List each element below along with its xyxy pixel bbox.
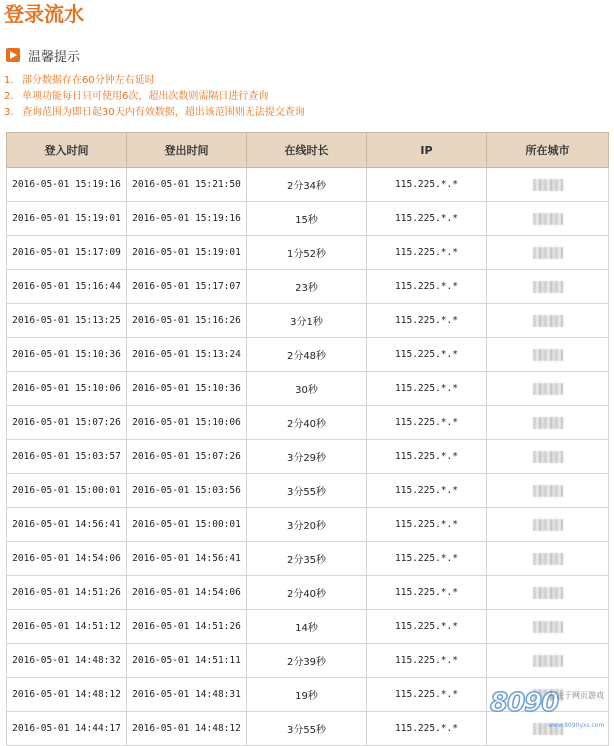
duration-cell: 3分20秒 (247, 508, 367, 542)
table-row (7, 542, 609, 576)
logout-time-cell: 2016-05-01 15:19:16 (127, 202, 247, 236)
blurred-city-placeholder (533, 519, 563, 531)
duration-cell: 3分55秒 (247, 712, 367, 746)
logout-time-cell: 2016-05-01 15:16:26 (127, 304, 247, 338)
login-time-cell: 2016-05-01 15:07:26 (7, 406, 127, 440)
ip-cell: 115.225.*.* (367, 168, 487, 202)
table-row (7, 168, 609, 202)
duration-cell: 1分52秒 (247, 236, 367, 270)
page-title: 登录流水 (4, 2, 84, 26)
blurred-city-placeholder (533, 349, 563, 361)
blurred-city-placeholder (533, 553, 563, 565)
duration-cell: 23秒 (247, 270, 367, 304)
site-watermark (488, 676, 614, 746)
tip-item (4, 89, 305, 105)
table-row (7, 236, 609, 270)
ip-cell: 115.225.*.* (367, 202, 487, 236)
blurred-city-placeholder (533, 281, 563, 293)
ip-cell: 115.225.*.* (367, 474, 487, 508)
ip-cell: 115.225.*.* (367, 610, 487, 644)
blurred-city-placeholder (533, 315, 563, 327)
duration-cell: 15秒 (247, 202, 367, 236)
logout-time-cell: 2016-05-01 15:00:01 (127, 508, 247, 542)
login-time-cell: 2016-05-01 14:48:32 (7, 644, 127, 678)
table-row (7, 270, 609, 304)
tip-number: 1. (4, 75, 14, 86)
ip-cell: 115.225.*.* (367, 236, 487, 270)
logout-time-cell: 2016-05-01 15:17:07 (127, 270, 247, 304)
city-cell (487, 576, 609, 610)
play-arrow-icon (6, 48, 20, 62)
login-time-cell: 2016-05-01 15:16:44 (7, 270, 127, 304)
tip-item (4, 105, 305, 121)
table-row (7, 304, 609, 338)
blurred-city-placeholder (533, 485, 563, 497)
blurred-city-placeholder (533, 383, 563, 395)
tip-number: 2. (4, 91, 14, 102)
tip-number: 3. (4, 107, 14, 118)
logout-time-cell: 2016-05-01 15:10:36 (127, 372, 247, 406)
tip-text: 部分数据存在60分钟左右延时 (22, 75, 155, 86)
login-time-cell: 2016-05-01 14:51:26 (7, 576, 127, 610)
table-row (7, 406, 609, 440)
blurred-city-placeholder (533, 587, 563, 599)
duration-cell: 14秒 (247, 610, 367, 644)
duration-cell: 2分34秒 (247, 168, 367, 202)
login-time-cell: 2016-05-01 14:56:41 (7, 508, 127, 542)
ip-cell: 115.225.*.* (367, 270, 487, 304)
login-log-table (6, 132, 609, 746)
city-cell (487, 610, 609, 644)
table-row (7, 610, 609, 644)
login-time-cell: 2016-05-01 14:51:12 (7, 610, 127, 644)
column-header-duration: 在线时长 (247, 133, 367, 168)
ip-cell: 115.225.*.* (367, 440, 487, 474)
city-cell (487, 270, 609, 304)
ip-cell: 115.225.*.* (367, 678, 487, 712)
city-cell (487, 508, 609, 542)
column-header-logout-time: 登出时间 (127, 133, 247, 168)
table-row (7, 644, 609, 678)
duration-cell: 3分1秒 (247, 304, 367, 338)
table-row (7, 372, 609, 406)
tip-text: 单项功能每日只可使用6次，超出次数则需隔日进行查询 (22, 91, 269, 102)
duration-cell: 2分40秒 (247, 576, 367, 610)
logout-time-cell: 2016-05-01 14:51:11 (127, 644, 247, 678)
blurred-city-placeholder (533, 247, 563, 259)
ip-cell: 115.225.*.* (367, 542, 487, 576)
login-time-cell: 2016-05-01 15:19:01 (7, 202, 127, 236)
logout-time-cell: 2016-05-01 15:03:56 (127, 474, 247, 508)
duration-cell: 3分55秒 (247, 474, 367, 508)
logout-time-cell: 2016-05-01 14:51:26 (127, 610, 247, 644)
city-cell (487, 236, 609, 270)
city-cell (487, 202, 609, 236)
ip-cell: 115.225.*.* (367, 576, 487, 610)
blurred-city-placeholder (533, 621, 563, 633)
tip-text: 查询范围为即日起30天内有效数据，超出该范围则无法提交查询 (22, 107, 305, 118)
ip-cell: 115.225.*.* (367, 304, 487, 338)
ip-cell: 115.225.*.* (367, 508, 487, 542)
tips-header (6, 46, 80, 64)
duration-cell: 2分40秒 (247, 406, 367, 440)
city-cell (487, 644, 609, 678)
table-row (7, 202, 609, 236)
ip-cell: 115.225.*.* (367, 644, 487, 678)
column-header-login-time: 登入时间 (7, 133, 127, 168)
logout-time-cell: 2016-05-01 14:48:12 (127, 712, 247, 746)
city-cell (487, 474, 609, 508)
table-header-row (7, 133, 609, 168)
table-body (7, 168, 609, 746)
ip-cell: 115.225.*.* (367, 712, 487, 746)
column-header-ip: IP (367, 133, 487, 168)
logout-time-cell: 2016-05-01 15:13:24 (127, 338, 247, 372)
login-time-cell: 2016-05-01 14:44:17 (7, 712, 127, 746)
duration-cell: 3分29秒 (247, 440, 367, 474)
login-time-cell: 2016-05-01 14:54:06 (7, 542, 127, 576)
table-row (7, 440, 609, 474)
login-time-cell: 2016-05-01 14:48:12 (7, 678, 127, 712)
tips-title: 温馨提示 (28, 49, 81, 65)
logout-time-cell: 2016-05-01 14:56:41 (127, 542, 247, 576)
logout-time-cell: 2016-05-01 14:54:06 (127, 576, 247, 610)
duration-cell: 2分35秒 (247, 542, 367, 576)
ip-cell: 115.225.*.* (367, 372, 487, 406)
column-header-city: 所在城市 (487, 133, 609, 168)
table-row (7, 576, 609, 610)
duration-cell: 2分39秒 (247, 644, 367, 678)
login-time-cell: 2016-05-01 15:03:57 (7, 440, 127, 474)
table-row (7, 474, 609, 508)
logout-time-cell: 2016-05-01 14:48:31 (127, 678, 247, 712)
city-cell (487, 338, 609, 372)
duration-cell: 2分48秒 (247, 338, 367, 372)
ip-cell: 115.225.*.* (367, 338, 487, 372)
tip-item (4, 73, 305, 89)
city-cell (487, 542, 609, 576)
blurred-city-placeholder (533, 451, 563, 463)
logout-time-cell: 2016-05-01 15:10:06 (127, 406, 247, 440)
blurred-city-placeholder (533, 213, 563, 225)
table-row (7, 338, 609, 372)
login-time-cell: 2016-05-01 15:10:06 (7, 372, 127, 406)
city-cell (487, 168, 609, 202)
ip-cell: 115.225.*.* (367, 406, 487, 440)
table-row (7, 508, 609, 542)
blurred-city-placeholder (533, 179, 563, 191)
logout-time-cell: 2016-05-01 15:21:50 (127, 168, 247, 202)
watermark-logo-number: 8090 (490, 688, 559, 718)
duration-cell: 30秒 (247, 372, 367, 406)
tips-list (4, 73, 305, 121)
login-time-cell: 2016-05-01 15:00:01 (7, 474, 127, 508)
login-time-cell: 2016-05-01 15:17:09 (7, 236, 127, 270)
blurred-city-placeholder (533, 417, 563, 429)
blurred-city-placeholder (533, 655, 563, 667)
city-cell (487, 304, 609, 338)
city-cell (487, 406, 609, 440)
city-cell (487, 440, 609, 474)
login-time-cell: 2016-05-01 15:19:16 (7, 168, 127, 202)
login-time-cell: 2016-05-01 15:13:25 (7, 304, 127, 338)
city-cell (487, 372, 609, 406)
login-time-cell: 2016-05-01 15:10:36 (7, 338, 127, 372)
logout-time-cell: 2016-05-01 15:07:26 (127, 440, 247, 474)
watermark-tagline: 专注于网页游戏 (548, 691, 604, 700)
watermark-url: www.8090yxs.com (548, 722, 605, 729)
duration-cell: 19秒 (247, 678, 367, 712)
logout-time-cell: 2016-05-01 15:19:01 (127, 236, 247, 270)
